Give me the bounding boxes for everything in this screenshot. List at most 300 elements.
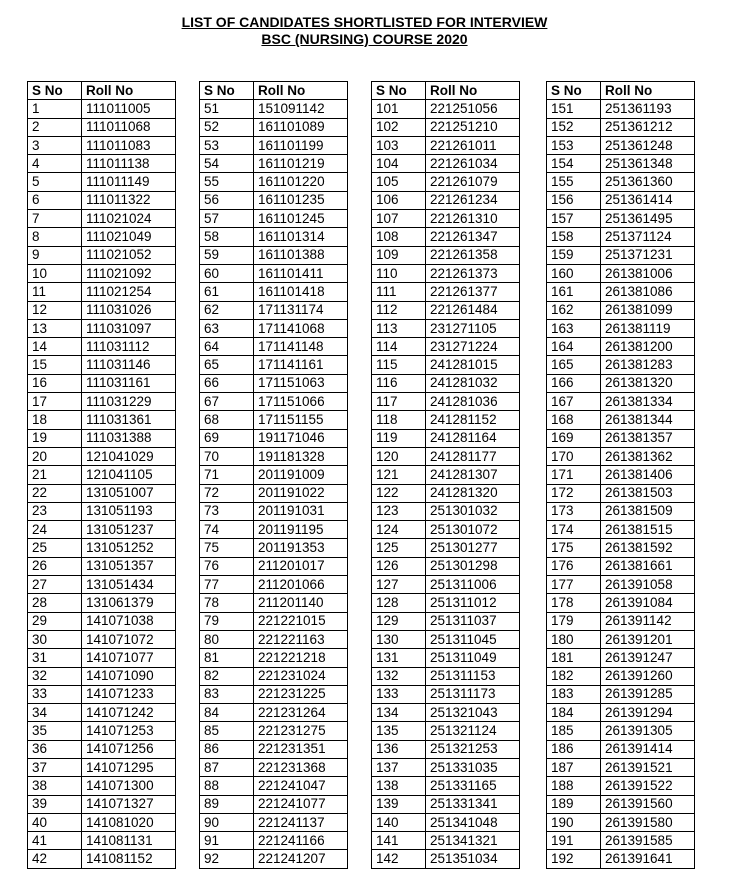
roll-number: 251311045 xyxy=(426,630,520,648)
roll-number: 251331035 xyxy=(426,758,520,776)
roll-number: 171141161 xyxy=(254,356,348,374)
table-row xyxy=(200,777,348,795)
roll-number: 221241166 xyxy=(254,832,348,850)
serial-number: 84 xyxy=(200,704,254,722)
serial-number: 88 xyxy=(200,777,254,795)
serial-number: 64 xyxy=(200,338,254,356)
table-row xyxy=(547,319,695,337)
roll-number: 251311006 xyxy=(426,576,520,594)
roll-number: 261381283 xyxy=(601,356,695,374)
roll-number: 111031388 xyxy=(82,429,176,447)
table-row xyxy=(372,740,520,758)
serial-number: 62 xyxy=(200,301,254,319)
serial-number: 86 xyxy=(200,740,254,758)
table-row xyxy=(547,155,695,173)
roll-number: 261381334 xyxy=(601,393,695,411)
table-row xyxy=(547,246,695,264)
serial-number: 37 xyxy=(28,758,82,776)
roll-number: 111011149 xyxy=(82,173,176,191)
roll-number: 241281177 xyxy=(426,447,520,465)
serial-number: 22 xyxy=(28,484,82,502)
candidate-table-4 xyxy=(546,81,695,869)
serial-number: 191 xyxy=(547,832,601,850)
serial-number: 12 xyxy=(28,301,82,319)
serial-number: 79 xyxy=(200,612,254,630)
roll-number: 261391247 xyxy=(601,649,695,667)
table-row xyxy=(372,502,520,520)
table-row xyxy=(200,557,348,575)
serial-number: 63 xyxy=(200,319,254,337)
roll-number: 261381362 xyxy=(601,447,695,465)
roll-number: 221231264 xyxy=(254,704,348,722)
table-row xyxy=(547,502,695,520)
serial-number: 108 xyxy=(372,228,426,246)
serial-number: 131 xyxy=(372,649,426,667)
serial-number: 151 xyxy=(547,100,601,118)
serial-number: 77 xyxy=(200,576,254,594)
table-row xyxy=(547,118,695,136)
serial-number: 126 xyxy=(372,557,426,575)
serial-number: 9 xyxy=(28,246,82,264)
roll-number: 261381515 xyxy=(601,521,695,539)
roll-number: 251321124 xyxy=(426,722,520,740)
serial-number: 101 xyxy=(372,100,426,118)
serial-number: 175 xyxy=(547,539,601,557)
roll-number: 261391585 xyxy=(601,832,695,850)
table-row xyxy=(28,136,176,154)
table-row xyxy=(547,667,695,685)
table-row xyxy=(200,539,348,557)
serial-number: 174 xyxy=(547,521,601,539)
roll-number: 221241137 xyxy=(254,813,348,831)
table-row xyxy=(200,136,348,154)
roll-number: 251331165 xyxy=(426,777,520,795)
table-row xyxy=(372,228,520,246)
roll-number: 251371124 xyxy=(601,228,695,246)
serial-number: 109 xyxy=(372,246,426,264)
roll-number: 251311049 xyxy=(426,649,520,667)
table-row xyxy=(200,502,348,520)
table-row xyxy=(200,319,348,337)
serial-number: 28 xyxy=(28,594,82,612)
serial-number: 24 xyxy=(28,521,82,539)
serial-number: 30 xyxy=(28,630,82,648)
serial-number: 185 xyxy=(547,722,601,740)
table-row xyxy=(200,466,348,484)
roll-number: 161101220 xyxy=(254,173,348,191)
serial-number: 7 xyxy=(28,210,82,228)
serial-number: 53 xyxy=(200,136,254,154)
table-row xyxy=(200,630,348,648)
table-row xyxy=(547,722,695,740)
serial-number: 25 xyxy=(28,539,82,557)
serial-number: 38 xyxy=(28,777,82,795)
serial-number: 114 xyxy=(372,338,426,356)
roll-number: 201191031 xyxy=(254,502,348,520)
serial-number: 120 xyxy=(372,447,426,465)
serial-number: 21 xyxy=(28,466,82,484)
table-row xyxy=(28,484,176,502)
table-row xyxy=(200,264,348,282)
roll-number: 261381406 xyxy=(601,466,695,484)
table-row xyxy=(547,649,695,667)
serial-number: 75 xyxy=(200,539,254,557)
serial-number: 42 xyxy=(28,850,82,868)
serial-number: 55 xyxy=(200,173,254,191)
roll-number: 261391260 xyxy=(601,667,695,685)
roll-number: 111031146 xyxy=(82,356,176,374)
table-row xyxy=(200,667,348,685)
serial-number: 34 xyxy=(28,704,82,722)
serial-number: 56 xyxy=(200,191,254,209)
serial-number: 117 xyxy=(372,393,426,411)
roll-number: 161101418 xyxy=(254,283,348,301)
roll-number: 221241207 xyxy=(254,850,348,868)
table-row xyxy=(28,301,176,319)
serial-number: 67 xyxy=(200,393,254,411)
serial-number: 113 xyxy=(372,319,426,337)
serial-number: 40 xyxy=(28,813,82,831)
roll-number: 111021254 xyxy=(82,283,176,301)
table-row xyxy=(28,649,176,667)
roll-number: 241281015 xyxy=(426,356,520,374)
roll-number: 261391641 xyxy=(601,850,695,868)
serial-number: 76 xyxy=(200,557,254,575)
table-row xyxy=(28,228,176,246)
table-header-row xyxy=(28,82,176,100)
table-row xyxy=(372,411,520,429)
roll-number: 251301298 xyxy=(426,557,520,575)
table-row xyxy=(200,246,348,264)
table-row xyxy=(200,338,348,356)
roll-number: 251361212 xyxy=(601,118,695,136)
serial-number: 173 xyxy=(547,502,601,520)
table-row xyxy=(547,393,695,411)
table-row xyxy=(200,594,348,612)
table-row xyxy=(372,758,520,776)
serial-number: 83 xyxy=(200,685,254,703)
table-row xyxy=(372,557,520,575)
table-row xyxy=(547,191,695,209)
serial-number: 104 xyxy=(372,155,426,173)
table-row xyxy=(200,210,348,228)
roll-number: 111031161 xyxy=(82,374,176,392)
table-row xyxy=(28,813,176,831)
column-header-roll-no: Roll No xyxy=(254,82,348,100)
serial-number: 51 xyxy=(200,100,254,118)
table-row xyxy=(200,374,348,392)
roll-number: 151091142 xyxy=(254,100,348,118)
serial-number: 41 xyxy=(28,832,82,850)
roll-number: 141071233 xyxy=(82,685,176,703)
table-row xyxy=(28,374,176,392)
roll-number: 141071256 xyxy=(82,740,176,758)
serial-number: 29 xyxy=(28,612,82,630)
table-row xyxy=(372,319,520,337)
roll-number: 211201066 xyxy=(254,576,348,594)
table-row xyxy=(28,191,176,209)
serial-number: 90 xyxy=(200,813,254,831)
table-row xyxy=(547,374,695,392)
table-row xyxy=(200,612,348,630)
roll-number: 221231024 xyxy=(254,667,348,685)
serial-number: 172 xyxy=(547,484,601,502)
roll-number: 261381006 xyxy=(601,264,695,282)
serial-number: 27 xyxy=(28,576,82,594)
roll-number: 241281152 xyxy=(426,411,520,429)
serial-number: 129 xyxy=(372,612,426,630)
table-row xyxy=(28,447,176,465)
roll-number: 221221163 xyxy=(254,630,348,648)
table-row xyxy=(28,100,176,118)
roll-number: 111021049 xyxy=(82,228,176,246)
serial-number: 164 xyxy=(547,338,601,356)
serial-number: 162 xyxy=(547,301,601,319)
serial-number: 59 xyxy=(200,246,254,264)
serial-number: 26 xyxy=(28,557,82,575)
roll-number: 261391084 xyxy=(601,594,695,612)
serial-number: 110 xyxy=(372,264,426,282)
table-row xyxy=(28,429,176,447)
table-row xyxy=(547,264,695,282)
serial-number: 171 xyxy=(547,466,601,484)
serial-number: 134 xyxy=(372,704,426,722)
roll-number: 161101199 xyxy=(254,136,348,154)
serial-number: 124 xyxy=(372,521,426,539)
table-row xyxy=(547,740,695,758)
serial-number: 166 xyxy=(547,374,601,392)
roll-number: 251311173 xyxy=(426,685,520,703)
serial-number: 167 xyxy=(547,393,601,411)
serial-number: 2 xyxy=(28,118,82,136)
table-row xyxy=(200,795,348,813)
serial-number: 127 xyxy=(372,576,426,594)
table-row xyxy=(372,795,520,813)
roll-number: 161101245 xyxy=(254,210,348,228)
serial-number: 139 xyxy=(372,795,426,813)
table-row xyxy=(28,173,176,191)
roll-number: 221261377 xyxy=(426,283,520,301)
roll-number: 141071077 xyxy=(82,649,176,667)
serial-number: 107 xyxy=(372,210,426,228)
table-row xyxy=(372,777,520,795)
table-row xyxy=(28,740,176,758)
table-row xyxy=(372,850,520,868)
serial-number: 81 xyxy=(200,649,254,667)
roll-number: 251341321 xyxy=(426,832,520,850)
table-row xyxy=(372,191,520,209)
roll-number: 191171046 xyxy=(254,429,348,447)
serial-number: 155 xyxy=(547,173,601,191)
table-row xyxy=(372,704,520,722)
roll-number: 261391201 xyxy=(601,630,695,648)
table-row xyxy=(372,393,520,411)
table-row xyxy=(28,557,176,575)
roll-number: 111011322 xyxy=(82,191,176,209)
table-row xyxy=(547,429,695,447)
serial-number: 35 xyxy=(28,722,82,740)
serial-number: 1 xyxy=(28,100,82,118)
table-row xyxy=(372,210,520,228)
serial-number: 6 xyxy=(28,191,82,209)
table-row xyxy=(200,832,348,850)
roll-number: 221261034 xyxy=(426,155,520,173)
roll-number: 141071090 xyxy=(82,667,176,685)
roll-number: 261381503 xyxy=(601,484,695,502)
serial-number: 176 xyxy=(547,557,601,575)
roll-number: 121041105 xyxy=(82,466,176,484)
table-row xyxy=(28,246,176,264)
roll-number: 251361248 xyxy=(601,136,695,154)
table-row xyxy=(372,118,520,136)
roll-number: 141071253 xyxy=(82,722,176,740)
serial-number: 36 xyxy=(28,740,82,758)
roll-number: 221261310 xyxy=(426,210,520,228)
roll-number: 171151155 xyxy=(254,411,348,429)
table-row xyxy=(200,429,348,447)
table-row xyxy=(200,850,348,868)
table-row xyxy=(200,521,348,539)
roll-number: 251361348 xyxy=(601,155,695,173)
table-row xyxy=(28,758,176,776)
serial-number: 165 xyxy=(547,356,601,374)
roll-number: 261391294 xyxy=(601,704,695,722)
table-row xyxy=(28,594,176,612)
table-row xyxy=(200,228,348,246)
serial-number: 70 xyxy=(200,447,254,465)
serial-number: 122 xyxy=(372,484,426,502)
table-row xyxy=(200,813,348,831)
table-row xyxy=(372,429,520,447)
serial-number: 68 xyxy=(200,411,254,429)
serial-number: 92 xyxy=(200,850,254,868)
serial-number: 189 xyxy=(547,795,601,813)
table-row xyxy=(28,502,176,520)
table-row xyxy=(200,173,348,191)
roll-number: 221251210 xyxy=(426,118,520,136)
table-row xyxy=(547,685,695,703)
roll-number: 221231368 xyxy=(254,758,348,776)
serial-number: 19 xyxy=(28,429,82,447)
table-row xyxy=(547,338,695,356)
serial-number: 125 xyxy=(372,539,426,557)
roll-number: 251321043 xyxy=(426,704,520,722)
roll-number: 251301277 xyxy=(426,539,520,557)
roll-number: 111021092 xyxy=(82,264,176,282)
serial-number: 119 xyxy=(372,429,426,447)
roll-number: 161101089 xyxy=(254,118,348,136)
roll-number: 261391580 xyxy=(601,813,695,831)
roll-number: 141071038 xyxy=(82,612,176,630)
roll-number: 251361495 xyxy=(601,210,695,228)
serial-number: 23 xyxy=(28,502,82,520)
roll-number: 231271224 xyxy=(426,338,520,356)
serial-number: 156 xyxy=(547,191,601,209)
roll-number: 171131174 xyxy=(254,301,348,319)
table-row xyxy=(28,264,176,282)
serial-number: 14 xyxy=(28,338,82,356)
serial-number: 8 xyxy=(28,228,82,246)
table-row xyxy=(200,740,348,758)
roll-number: 241281036 xyxy=(426,393,520,411)
serial-number: 153 xyxy=(547,136,601,154)
table-row xyxy=(28,539,176,557)
roll-number: 251321253 xyxy=(426,740,520,758)
roll-number: 261381099 xyxy=(601,301,695,319)
serial-number: 4 xyxy=(28,155,82,173)
serial-number: 58 xyxy=(200,228,254,246)
serial-number: 32 xyxy=(28,667,82,685)
table-row xyxy=(547,612,695,630)
table-row xyxy=(372,246,520,264)
roll-number: 161101314 xyxy=(254,228,348,246)
serial-number: 17 xyxy=(28,393,82,411)
roll-number: 171151063 xyxy=(254,374,348,392)
roll-number: 111031097 xyxy=(82,319,176,337)
roll-number: 221261484 xyxy=(426,301,520,319)
serial-number: 31 xyxy=(28,649,82,667)
table-row xyxy=(28,850,176,868)
table-row xyxy=(547,484,695,502)
roll-number: 111031112 xyxy=(82,338,176,356)
roll-number: 241281164 xyxy=(426,429,520,447)
table-row xyxy=(547,777,695,795)
table-row xyxy=(28,521,176,539)
roll-number: 251311037 xyxy=(426,612,520,630)
candidate-table-3 xyxy=(371,81,520,869)
serial-number: 158 xyxy=(547,228,601,246)
roll-number: 211201017 xyxy=(254,557,348,575)
serial-number: 181 xyxy=(547,649,601,667)
table-row xyxy=(372,630,520,648)
serial-number: 73 xyxy=(200,502,254,520)
roll-number: 141081020 xyxy=(82,813,176,831)
serial-number: 71 xyxy=(200,466,254,484)
roll-number: 261381592 xyxy=(601,539,695,557)
table-row xyxy=(547,521,695,539)
roll-number: 141071295 xyxy=(82,758,176,776)
table-row xyxy=(547,795,695,813)
table-row xyxy=(547,813,695,831)
serial-number: 138 xyxy=(372,777,426,795)
roll-number: 171141148 xyxy=(254,338,348,356)
serial-number: 179 xyxy=(547,612,601,630)
column-header-sno: S No xyxy=(200,82,254,100)
serial-number: 11 xyxy=(28,283,82,301)
roll-number: 111021052 xyxy=(82,246,176,264)
serial-number: 111 xyxy=(372,283,426,301)
table-row xyxy=(372,155,520,173)
table-row xyxy=(200,356,348,374)
roll-number: 241281320 xyxy=(426,484,520,502)
roll-number: 261381200 xyxy=(601,338,695,356)
roll-number: 131051007 xyxy=(82,484,176,502)
roll-number: 111011083 xyxy=(82,136,176,154)
table-row xyxy=(547,630,695,648)
roll-number: 111011138 xyxy=(82,155,176,173)
roll-number: 261381086 xyxy=(601,283,695,301)
serial-number: 142 xyxy=(372,850,426,868)
serial-number: 13 xyxy=(28,319,82,337)
serial-number: 135 xyxy=(372,722,426,740)
serial-number: 82 xyxy=(200,667,254,685)
roll-number: 221251056 xyxy=(426,100,520,118)
table-row xyxy=(200,191,348,209)
roll-number: 111011068 xyxy=(82,118,176,136)
table-row xyxy=(547,447,695,465)
roll-number: 261391521 xyxy=(601,758,695,776)
table-row xyxy=(28,832,176,850)
